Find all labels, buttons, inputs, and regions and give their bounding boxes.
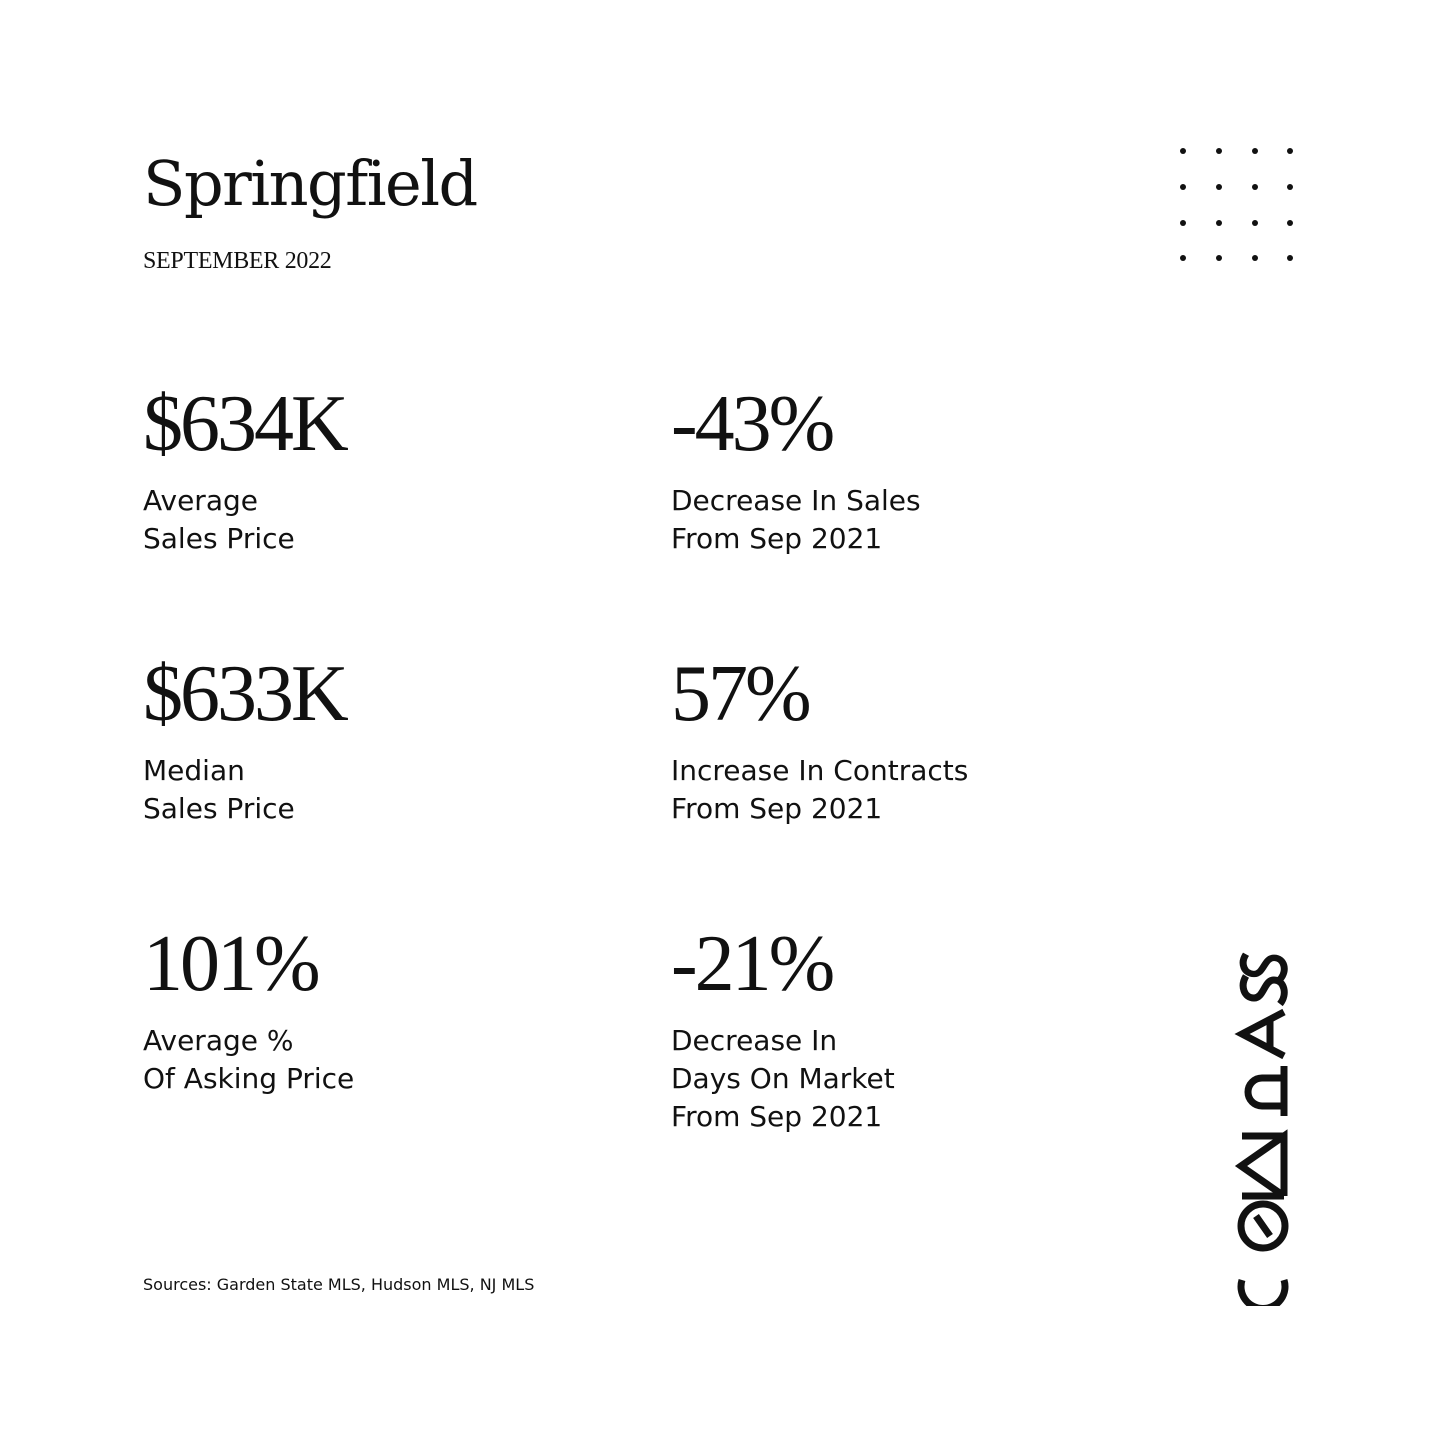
stat-value: $633K xyxy=(143,650,346,738)
stat-label-line: From Sep 2021 xyxy=(671,522,883,555)
stat-label-line: Median xyxy=(143,754,245,787)
stat-label xyxy=(671,482,921,558)
stat-label-line: From Sep 2021 xyxy=(671,1100,883,1133)
stat-label xyxy=(671,752,968,828)
stat-label xyxy=(671,1022,895,1136)
stat-label-line: Sales Price xyxy=(143,792,295,825)
stat-label-line: Of Asking Price xyxy=(143,1062,355,1095)
stat-median-sales-price xyxy=(143,650,346,828)
sources-note: Sources: Garden State MLS, Hudson MLS, NJ MLS xyxy=(143,1275,535,1294)
stat-label-line: Days On Market xyxy=(671,1062,895,1095)
report-date: SEPTEMBER 2022 xyxy=(143,248,332,274)
stat-average-sales-price xyxy=(143,380,346,558)
stat-value: $634K xyxy=(143,380,346,468)
stat-value: 101% xyxy=(143,920,318,1008)
stat-percent-of-asking xyxy=(143,920,355,1098)
compass-logo xyxy=(1228,946,1298,1306)
stat-label xyxy=(143,482,346,558)
stat-value: -21% xyxy=(671,920,833,1008)
stat-value: -43% xyxy=(671,380,833,468)
dot-grid-icon xyxy=(1172,142,1300,270)
stat-label xyxy=(143,1022,354,1098)
stat-sales-change xyxy=(671,380,921,558)
stat-contracts-change xyxy=(671,650,969,828)
stat-label-line: Sales Price xyxy=(143,522,295,555)
stat-label xyxy=(143,752,346,828)
stat-label-line: Decrease In xyxy=(671,1024,838,1057)
page-title: Springfield xyxy=(143,147,477,220)
stat-label-line: Decrease In Sales xyxy=(671,484,921,517)
stat-value: 57% xyxy=(671,650,809,738)
stat-label-line: Average % xyxy=(143,1024,294,1057)
stat-label-line: Average xyxy=(143,484,258,517)
stat-label-line: Increase In Contracts xyxy=(671,754,969,787)
stat-label-line: From Sep 2021 xyxy=(671,792,883,825)
stat-days-on-market-change xyxy=(671,920,895,1136)
